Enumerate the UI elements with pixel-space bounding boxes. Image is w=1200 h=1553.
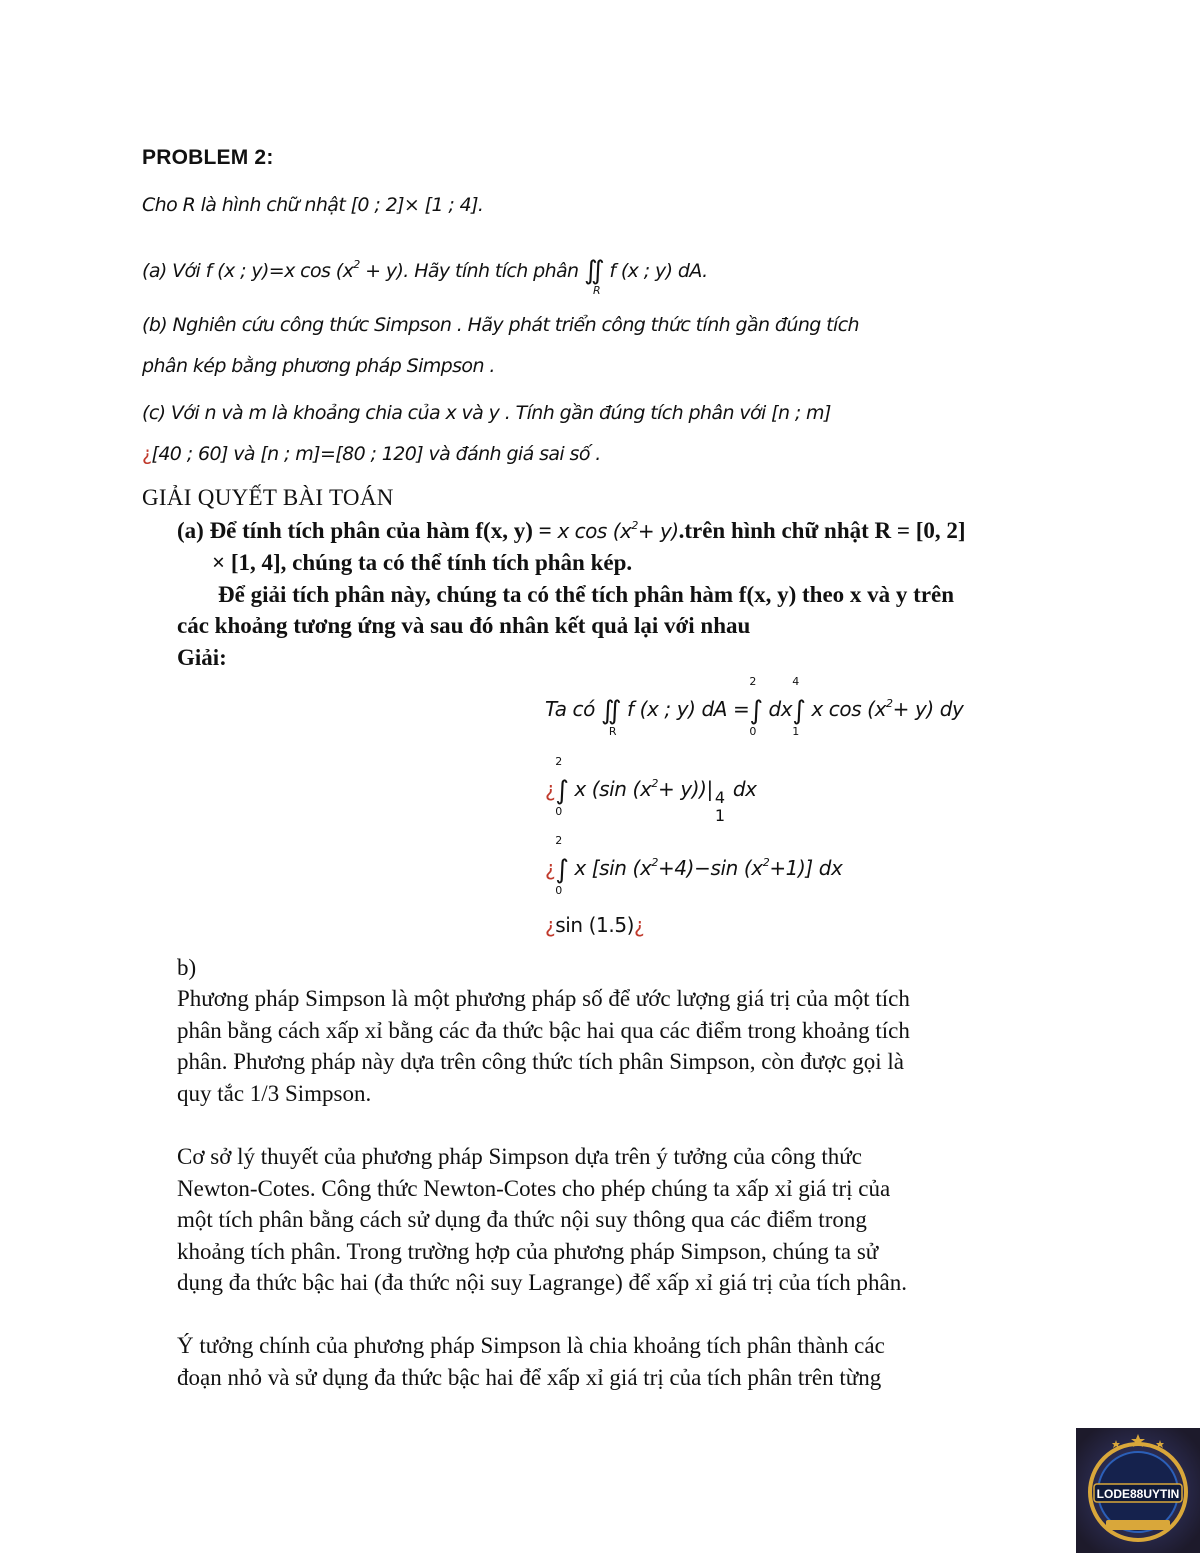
solution-a-line-4: các khoảng tương ứng và sau đó nhân kết quả lại với nhau <box>177 613 751 638</box>
inline-math-2: + y) <box>637 519 679 543</box>
upper-limit: 2 <box>555 755 562 768</box>
eq1-dx: dx <box>762 697 793 721</box>
paragraph-line: một tích phân bằng cách sử dụng đa thức nội suy thông qua các điểm trong <box>177 1207 867 1232</box>
eq3-integral <box>555 834 569 897</box>
part-a-double-integral <box>583 254 604 297</box>
inline-math-sup: 2 <box>631 519 638 532</box>
eq1-lead: Ta có <box>545 697 601 721</box>
section-b-label: b) <box>177 955 197 980</box>
inline-math-1: x cos (x <box>557 519 632 543</box>
upper-limit: 4 <box>792 675 799 688</box>
eq2-dx: dx <box>726 777 757 801</box>
problem-line-1: Cho R là hình chữ nhật [0 ; 2]× [1 ; 4]. <box>142 194 484 216</box>
eq2-sup: 2 <box>651 777 658 790</box>
brand-logo <box>1076 1428 1200 1553</box>
eq1-mid: f (x ; y) dA = <box>621 697 750 721</box>
paragraph-line: phân. Phương pháp này dựa trên công thức tích phân Simpson, còn được gọi là <box>177 1049 905 1074</box>
upper-limit: 2 <box>555 834 562 847</box>
integral-region-label: R <box>592 284 600 297</box>
problem-part-c-line-2 <box>142 443 601 465</box>
eq1-double-integral <box>600 693 622 738</box>
paragraph-line: Newton-Cotes. Công thức Newton-Cotes cho phép chúng ta xấp xỉ giá trị của <box>177 1176 891 1201</box>
paragraph-line: quy tắc 1/3 Simpson. <box>177 1081 372 1106</box>
eq1-integral-2 <box>792 675 806 738</box>
paragraph-line: Ý tưởng chính của phương pháp Simpson là chia khoảng tích phân thành các <box>177 1333 885 1358</box>
problem-title: PROBLEM 2: <box>142 146 274 169</box>
problem-part-a <box>142 254 708 297</box>
part-a-text-2: + y). Hãy tính tích phân <box>359 260 584 282</box>
problem-part-b-line-2: phân kép bằng phương pháp Simpson . <box>142 355 495 377</box>
integral-symbol: ∫ <box>555 855 569 885</box>
integral-symbol: ∫ <box>555 776 569 806</box>
eq3-mid: +4)−sin (x <box>658 856 763 880</box>
integral-symbol: ∫ <box>792 696 806 726</box>
eq2-body: x (sin (x <box>568 777 652 801</box>
paragraph-line: phân bằng cách xấp xỉ bằng các đa thức bậc hai qua các điểm trong khoảng tích <box>177 1018 910 1043</box>
paragraph-line: đoạn nhỏ và sử dụng đa thức bậc hai để xấp xỉ giá trị của tích phân trên từng <box>177 1365 882 1390</box>
lower-limit: 1 <box>792 725 799 738</box>
upper-limit: 2 <box>749 675 756 688</box>
equation-2 <box>545 755 757 825</box>
equation-1 <box>545 675 964 738</box>
integral-symbol: ∫ <box>749 696 763 726</box>
unknown-char-marker: ¿ <box>545 913 556 937</box>
equation-4 <box>545 913 644 937</box>
eq4-body: sin (1.5) <box>555 913 635 937</box>
unknown-char-marker: ¿ <box>142 443 152 465</box>
eq1-end: + y) dy <box>892 697 964 721</box>
lower-limit: 0 <box>555 884 562 897</box>
paragraph-line: dụng đa thức bậc hai (đa thức nội suy Lagrange) để xấp xỉ giá trị của tích phân. <box>177 1270 908 1295</box>
solution-a-line-5: Giải: <box>177 645 227 670</box>
eq1-sup: 2 <box>886 697 893 710</box>
problem-part-b-line-1: (b) Nghiên cứu công thức Simpson . Hãy phát triển công thức tính gần đúng tích <box>142 314 859 336</box>
unknown-char-marker: ¿ <box>634 913 645 937</box>
eq1-integral-1 <box>749 675 763 738</box>
double-integral-symbol: ∬ <box>600 696 622 726</box>
eq3-body: x [sin (x <box>568 856 652 880</box>
eq1-region: R <box>608 725 617 738</box>
solution-a-line-2: × [1, 4], chúng ta có thể tính tích phân kép. <box>212 550 633 575</box>
paragraph-line: Cơ sở lý thuyết của phương pháp Simpson dựa trên ý tưởng của công thức <box>177 1144 862 1169</box>
eq3-end: +1)] dx <box>769 856 843 880</box>
eval-lower: 1 <box>714 806 725 825</box>
solution-a-text-1: (a) Để tính tích phân của hàm f(x, y) = <box>177 518 558 543</box>
paragraph-line: khoảng tích phân. Trong trường hợp của phương pháp Simpson, chúng ta sử <box>177 1239 879 1264</box>
lower-limit: 0 <box>555 805 562 818</box>
lower-limit: 0 <box>749 725 756 738</box>
double-integral-symbol: ∬ <box>583 256 604 286</box>
unknown-char-marker: ¿ <box>545 856 556 880</box>
paragraph-line: Phương pháp Simpson là một phương pháp số để ước lượng giá trị của một tích <box>177 986 910 1011</box>
equation-3 <box>545 834 843 897</box>
solution-a-text-2: .trên hình chữ nhật R = [0, 2] <box>678 518 966 543</box>
eq3-sup-1: 2 <box>651 856 658 869</box>
eq1-tail: x cos (x <box>805 697 887 721</box>
problem-part-c-line-1: (c) Với n và m là khoảng chia của x và y . Tính gần đúng tích phân với [n ; m] <box>142 402 831 424</box>
solution-title: GIẢI QUYẾT BÀI TOÁN <box>142 485 394 510</box>
logo-wordmark: LODE88UYTIN <box>1096 1487 1180 1501</box>
part-c-line-2-text: [40 ; 60] và [n ; m]=[80 ; 120] và đánh giá sai số . <box>151 443 601 465</box>
eq2-integral <box>555 755 569 818</box>
eval-upper: 4 <box>714 788 725 807</box>
part-a-sup: 2 <box>353 258 360 271</box>
part-a-text-1: (a) Với f (x ; y)=x cos (x <box>142 260 354 282</box>
solution-a-line-1 <box>177 518 966 544</box>
eq2-body-2: + y))| <box>658 777 713 801</box>
solution-a-line-3: Để giải tích phân này, chúng ta có thể tích phân hàm f(x, y) theo x và y trên <box>218 582 955 607</box>
logo-emblem-icon <box>1076 1428 1200 1553</box>
part-a-text-3: f (x ; y) dA. <box>603 260 708 282</box>
eq3-sup-2: 2 <box>762 856 770 869</box>
unknown-char-marker: ¿ <box>545 777 556 801</box>
